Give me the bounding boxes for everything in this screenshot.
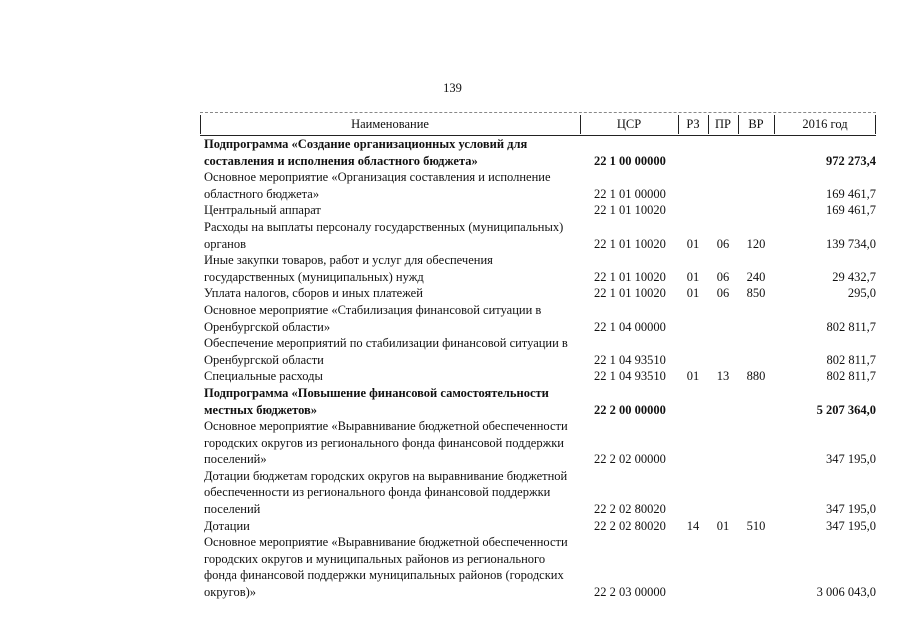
table-row xyxy=(200,368,876,385)
row-rz: 14 xyxy=(686,518,700,533)
row-name: Расходы на выплаты персоналу государственных (муниципальных) органов xyxy=(204,219,564,251)
header-rz: РЗ xyxy=(686,117,700,131)
table-row xyxy=(200,534,876,600)
row-pr: 06 xyxy=(716,286,730,301)
table-row xyxy=(200,202,876,219)
row-amount: 802 811,7 xyxy=(826,369,876,384)
header-name: Наименование xyxy=(351,117,429,131)
row-rz: 01 xyxy=(686,236,700,251)
row-name: Обеспечение мероприятий по стабилизации финансовой ситуации в Оренбургской области xyxy=(204,336,568,367)
header-vr: ВР xyxy=(748,117,764,131)
row-csr: 22 1 04 93510 xyxy=(594,352,666,367)
table-row xyxy=(200,285,876,302)
row-name: Уплата налогов, сборов и иных платежей xyxy=(204,286,423,301)
row-amount: 972 273,4 xyxy=(826,153,876,168)
row-amount: 5 207 364,0 xyxy=(816,402,876,417)
row-csr: 22 1 01 10020 xyxy=(594,269,666,284)
row-name: Специальные расходы xyxy=(204,369,323,384)
row-amount: 29 432,7 xyxy=(832,269,876,284)
table-row xyxy=(200,518,876,535)
row-vr: 880 xyxy=(746,369,766,384)
table-row xyxy=(200,136,876,169)
column-divider xyxy=(875,115,876,134)
row-csr: 22 1 01 10020 xyxy=(594,286,666,301)
table-row xyxy=(200,169,876,202)
budget-table xyxy=(200,112,876,601)
row-amount: 169 461,7 xyxy=(826,203,876,218)
row-name: Подпрограмма «Создание организационных условий для составления и исполнения областного бюджета» xyxy=(204,137,528,168)
row-csr: 22 1 01 10020 xyxy=(594,236,666,251)
row-name: Дотации xyxy=(204,518,250,533)
row-name: Центральный аппарат xyxy=(204,203,321,218)
row-name: Дотации бюджетам городских округов на выравнивание бюджетной обеспеченности из регионального фонда финансовой поддержки поселений xyxy=(204,468,568,517)
table-row xyxy=(200,219,876,252)
row-amount: 802 811,7 xyxy=(826,319,876,334)
row-pr: 06 xyxy=(716,269,730,284)
row-amount: 347 195,0 xyxy=(826,502,876,517)
table-row xyxy=(200,252,876,285)
row-csr: 22 2 02 00000 xyxy=(594,452,666,467)
row-csr: 22 1 01 00000 xyxy=(594,186,666,201)
header-csr: ЦСР xyxy=(616,117,642,131)
row-amount: 347 195,0 xyxy=(826,518,876,533)
row-vr: 510 xyxy=(746,518,766,533)
header-year: 2016 год xyxy=(802,117,848,131)
row-amount: 295,0 xyxy=(847,286,876,301)
row-amount: 3 006 043,0 xyxy=(816,585,876,600)
row-csr: 22 1 04 00000 xyxy=(594,319,666,334)
row-csr: 22 1 01 10020 xyxy=(594,203,666,218)
row-name: Основное мероприятие «Стабилизация финансовой ситуации в Оренбургской области» xyxy=(204,302,542,334)
row-csr: 22 2 00 00000 xyxy=(594,402,666,417)
row-amount: 139 734,0 xyxy=(826,236,876,251)
row-vr: 850 xyxy=(746,286,766,301)
row-amount: 347 195,0 xyxy=(826,452,876,467)
row-name: Иные закупки товаров, работ и услуг для обеспечения государственных (муниципальных) нужд xyxy=(204,253,493,284)
header-pr: ПР xyxy=(715,117,731,131)
table-row xyxy=(200,418,876,468)
table-row xyxy=(200,302,876,335)
row-pr: 13 xyxy=(716,369,730,384)
row-vr: 240 xyxy=(746,269,766,284)
row-vr: 120 xyxy=(746,236,766,251)
row-csr: 22 2 03 00000 xyxy=(594,585,666,600)
row-rz: 01 xyxy=(686,286,700,301)
table-row xyxy=(200,385,876,418)
table-header xyxy=(200,112,876,136)
row-pr: 06 xyxy=(716,236,730,251)
table-body xyxy=(200,136,876,601)
row-amount: 169 461,7 xyxy=(826,186,876,201)
page-number: 139 xyxy=(443,81,462,95)
row-amount: 802 811,7 xyxy=(826,352,876,367)
row-csr: 22 1 04 93510 xyxy=(594,369,666,384)
row-csr: 22 2 02 80020 xyxy=(594,502,666,517)
row-name: Основное мероприятие «Выравнивание бюджетной обеспеченности городских округов из регионального фонда финансовой поддержки поселений» xyxy=(204,419,568,467)
row-csr: 22 1 00 00000 xyxy=(594,153,666,168)
row-name: Основное мероприятие «Выравнивание бюджетной обеспеченности городских округов и муниципальных районов из регионального фонда финансовой поддержки муниципальных районов (городских округов)» xyxy=(204,535,568,600)
row-name: Основное мероприятие «Организация составления и исполнение областного бюджета» xyxy=(204,170,551,201)
row-name: Подпрограмма «Повышение финансовой самостоятельности местных бюджетов» xyxy=(204,385,549,417)
row-rz: 01 xyxy=(686,269,700,284)
table-row xyxy=(200,335,876,368)
row-rz: 01 xyxy=(686,369,700,384)
row-csr: 22 2 02 80020 xyxy=(594,518,666,533)
row-pr: 01 xyxy=(716,518,730,533)
table-row xyxy=(200,468,876,518)
